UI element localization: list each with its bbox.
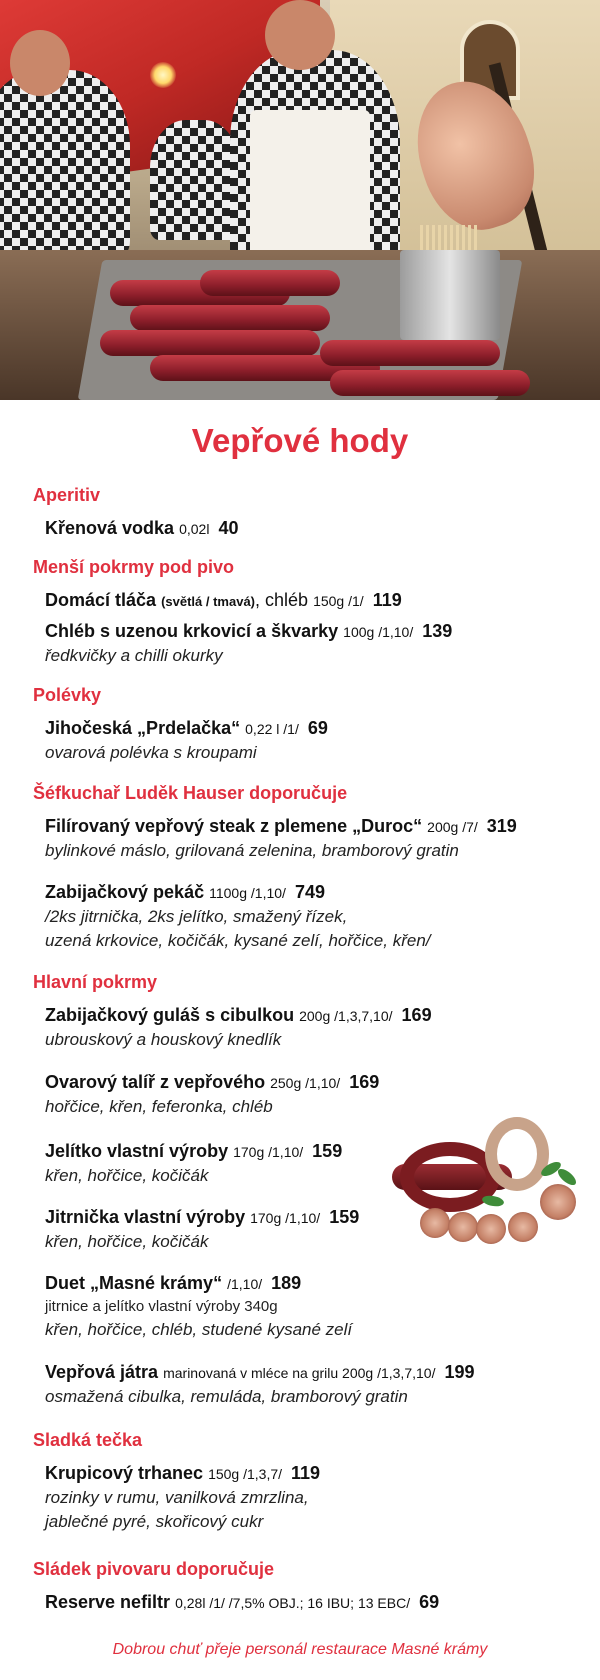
butcher-center-head bbox=[265, 0, 335, 70]
sausage-slice bbox=[508, 1212, 538, 1242]
item-name: Krupicový trhanec bbox=[45, 1463, 204, 1483]
item-price: 119 bbox=[372, 590, 402, 610]
item-name: Vepřová játra bbox=[45, 1362, 159, 1382]
menu-item-tlaca bbox=[45, 588, 593, 614]
item-price: 199 bbox=[444, 1362, 475, 1382]
item-price: 169 bbox=[349, 1072, 380, 1092]
item-price: 159 bbox=[312, 1141, 343, 1161]
item-meta: marinovaná v mléce na grilu 200g /1,3,7,10/ bbox=[163, 1365, 436, 1381]
menu-item-jatra bbox=[45, 1360, 593, 1409]
menu-item-jihoceska bbox=[45, 716, 593, 765]
item-price: 749 bbox=[294, 882, 325, 902]
item-meta: 0,22 l /1/ bbox=[245, 721, 299, 737]
item-meta: 1100g /1,10/ bbox=[209, 885, 286, 901]
item-name: Ovarový talíř z vepřového bbox=[45, 1072, 266, 1092]
section-sefkuchar: Šéfkuchař Luděk Hauser doporučuje bbox=[33, 783, 348, 803]
item-name: Jihočeská „Prdelačka“ bbox=[45, 718, 241, 738]
sausage-slice bbox=[540, 1184, 576, 1220]
item-description: ubrouskový a houskový knedlík bbox=[45, 1030, 282, 1049]
item-price: 159 bbox=[329, 1207, 360, 1227]
item-meta: 170g /1,10/ bbox=[250, 1210, 321, 1226]
menu-title: Vepřové hody bbox=[191, 422, 409, 459]
menu-item-steak bbox=[45, 814, 593, 863]
butcher-back bbox=[150, 120, 240, 240]
liver-sausage-ring bbox=[485, 1117, 549, 1191]
menu-item-krenova bbox=[45, 516, 593, 541]
sausage bbox=[320, 340, 500, 366]
section-polevky: Polévky bbox=[33, 685, 102, 705]
item-meta: 150g /1/ bbox=[313, 593, 364, 609]
item-name: Křenová vodka bbox=[45, 518, 175, 538]
item-description: ovarová polévka s kroupami bbox=[45, 743, 257, 762]
menu-item-pekac bbox=[45, 880, 593, 953]
sausage-slice bbox=[476, 1214, 506, 1244]
item-meta: 0,02l bbox=[179, 521, 210, 537]
sausage bbox=[330, 370, 530, 396]
item-description: /2ks jitrnička, 2ks jelítko, smažený řízek, bbox=[45, 907, 348, 926]
sausage-slice bbox=[448, 1212, 478, 1242]
lamp-light bbox=[150, 62, 176, 88]
item-description: rozinky v rumu, vanilková zmrzlina, bbox=[45, 1488, 309, 1507]
menu-item-trhanec bbox=[45, 1461, 593, 1534]
item-name: Domácí tláča bbox=[45, 590, 157, 610]
menu-item-duet bbox=[45, 1271, 593, 1342]
menu-item-chleb bbox=[45, 619, 593, 668]
sausage bbox=[130, 305, 330, 331]
item-description: bylinkové máslo, grilovaná zelenina, bramborový gratin bbox=[45, 841, 459, 860]
item-price: 139 bbox=[422, 621, 453, 641]
item-name: Zabijačkový guláš s cibulkou bbox=[45, 1005, 295, 1025]
item-meta: 170g /1,10/ bbox=[233, 1144, 304, 1160]
item-note: jitrnice a jelítko vlastní výroby 340g bbox=[45, 1298, 278, 1315]
item-price: 169 bbox=[401, 1005, 432, 1025]
item-meta: /1,10/ bbox=[227, 1276, 263, 1292]
sausage bbox=[200, 270, 340, 296]
item-description: ředkvičky a chilli okurky bbox=[45, 646, 223, 665]
item-meta: 0,28l /1/ /7,5% OBJ.; 16 IBU; 13 EBC/ bbox=[175, 1595, 411, 1611]
item-name: Jitrnička vlastní výroby bbox=[45, 1207, 246, 1227]
hero-photo bbox=[0, 0, 600, 400]
item-meta: 100g /1,10/ bbox=[343, 624, 414, 640]
herb-leaf bbox=[481, 1194, 504, 1208]
menu-item-reserve bbox=[45, 1590, 593, 1615]
item-description: jablečné pyré, skořicový cukr bbox=[45, 1512, 264, 1531]
section-mensi-pokrmy: Menší pokrmy pod pivo bbox=[33, 557, 235, 577]
menu-item-gulas bbox=[45, 1003, 593, 1052]
section-hlavni-pokrmy: Hlavní pokrmy bbox=[33, 972, 158, 992]
item-name: Chléb s uzenou krkovicí a škvarky bbox=[45, 621, 339, 641]
section-aperitiv: Aperitiv bbox=[33, 485, 101, 505]
item-description: křen, hořčice, chléb, studené kysané zelí bbox=[45, 1320, 353, 1339]
item-description: uzená krkovice, kočičák, kysané zelí, hořčice, křen/ bbox=[45, 931, 431, 950]
item-description: křen, hořčice, kočičák bbox=[45, 1166, 209, 1185]
item-description: hořčice, křen, feferonka, chléb bbox=[45, 1097, 273, 1116]
item-price: 69 bbox=[307, 718, 328, 738]
footer-greeting: Dobrou chuť přeje personál restaurace Masné krámy bbox=[112, 1641, 488, 1658]
item-meta: 200g /1,3,7,10/ bbox=[299, 1008, 393, 1024]
item-extra: , chléb bbox=[255, 590, 309, 610]
section-sladka-tecka: Sladká tečka bbox=[33, 1430, 143, 1450]
item-name: Filírovaný vepřový steak z plemene „Duroc“ bbox=[45, 816, 423, 836]
steel-pot bbox=[400, 250, 500, 340]
item-meta: 250g /1,10/ bbox=[270, 1075, 341, 1091]
item-description: křen, hořčice, kočičák bbox=[45, 1232, 209, 1251]
item-meta: 150g /1,3,7/ bbox=[208, 1466, 283, 1482]
butcher-left bbox=[0, 70, 130, 260]
item-description: osmažená cibulka, remuláda, bramborový gratin bbox=[45, 1387, 408, 1406]
item-price: 69 bbox=[419, 1592, 440, 1612]
item-meta: 200g /7/ bbox=[427, 819, 478, 835]
item-name: Zabijačkový pekáč bbox=[45, 882, 205, 902]
section-sladek: Sládek pivovaru doporučuje bbox=[33, 1559, 275, 1579]
item-name: Reserve nefiltr bbox=[45, 1592, 171, 1612]
item-price: 40 bbox=[218, 518, 239, 538]
sausage-slice bbox=[420, 1208, 450, 1238]
item-price: 189 bbox=[271, 1273, 302, 1293]
item-name: Jelítko vlastní výroby bbox=[45, 1141, 229, 1161]
sausage bbox=[100, 330, 320, 356]
item-variant: (světlá / tmavá) bbox=[161, 594, 256, 609]
item-name: Duet „Masné krámy“ bbox=[45, 1273, 223, 1293]
item-price: 319 bbox=[486, 816, 517, 836]
butcher-left-head bbox=[10, 30, 70, 96]
sausage-plate-image bbox=[390, 1112, 586, 1244]
item-price: 119 bbox=[291, 1463, 321, 1483]
